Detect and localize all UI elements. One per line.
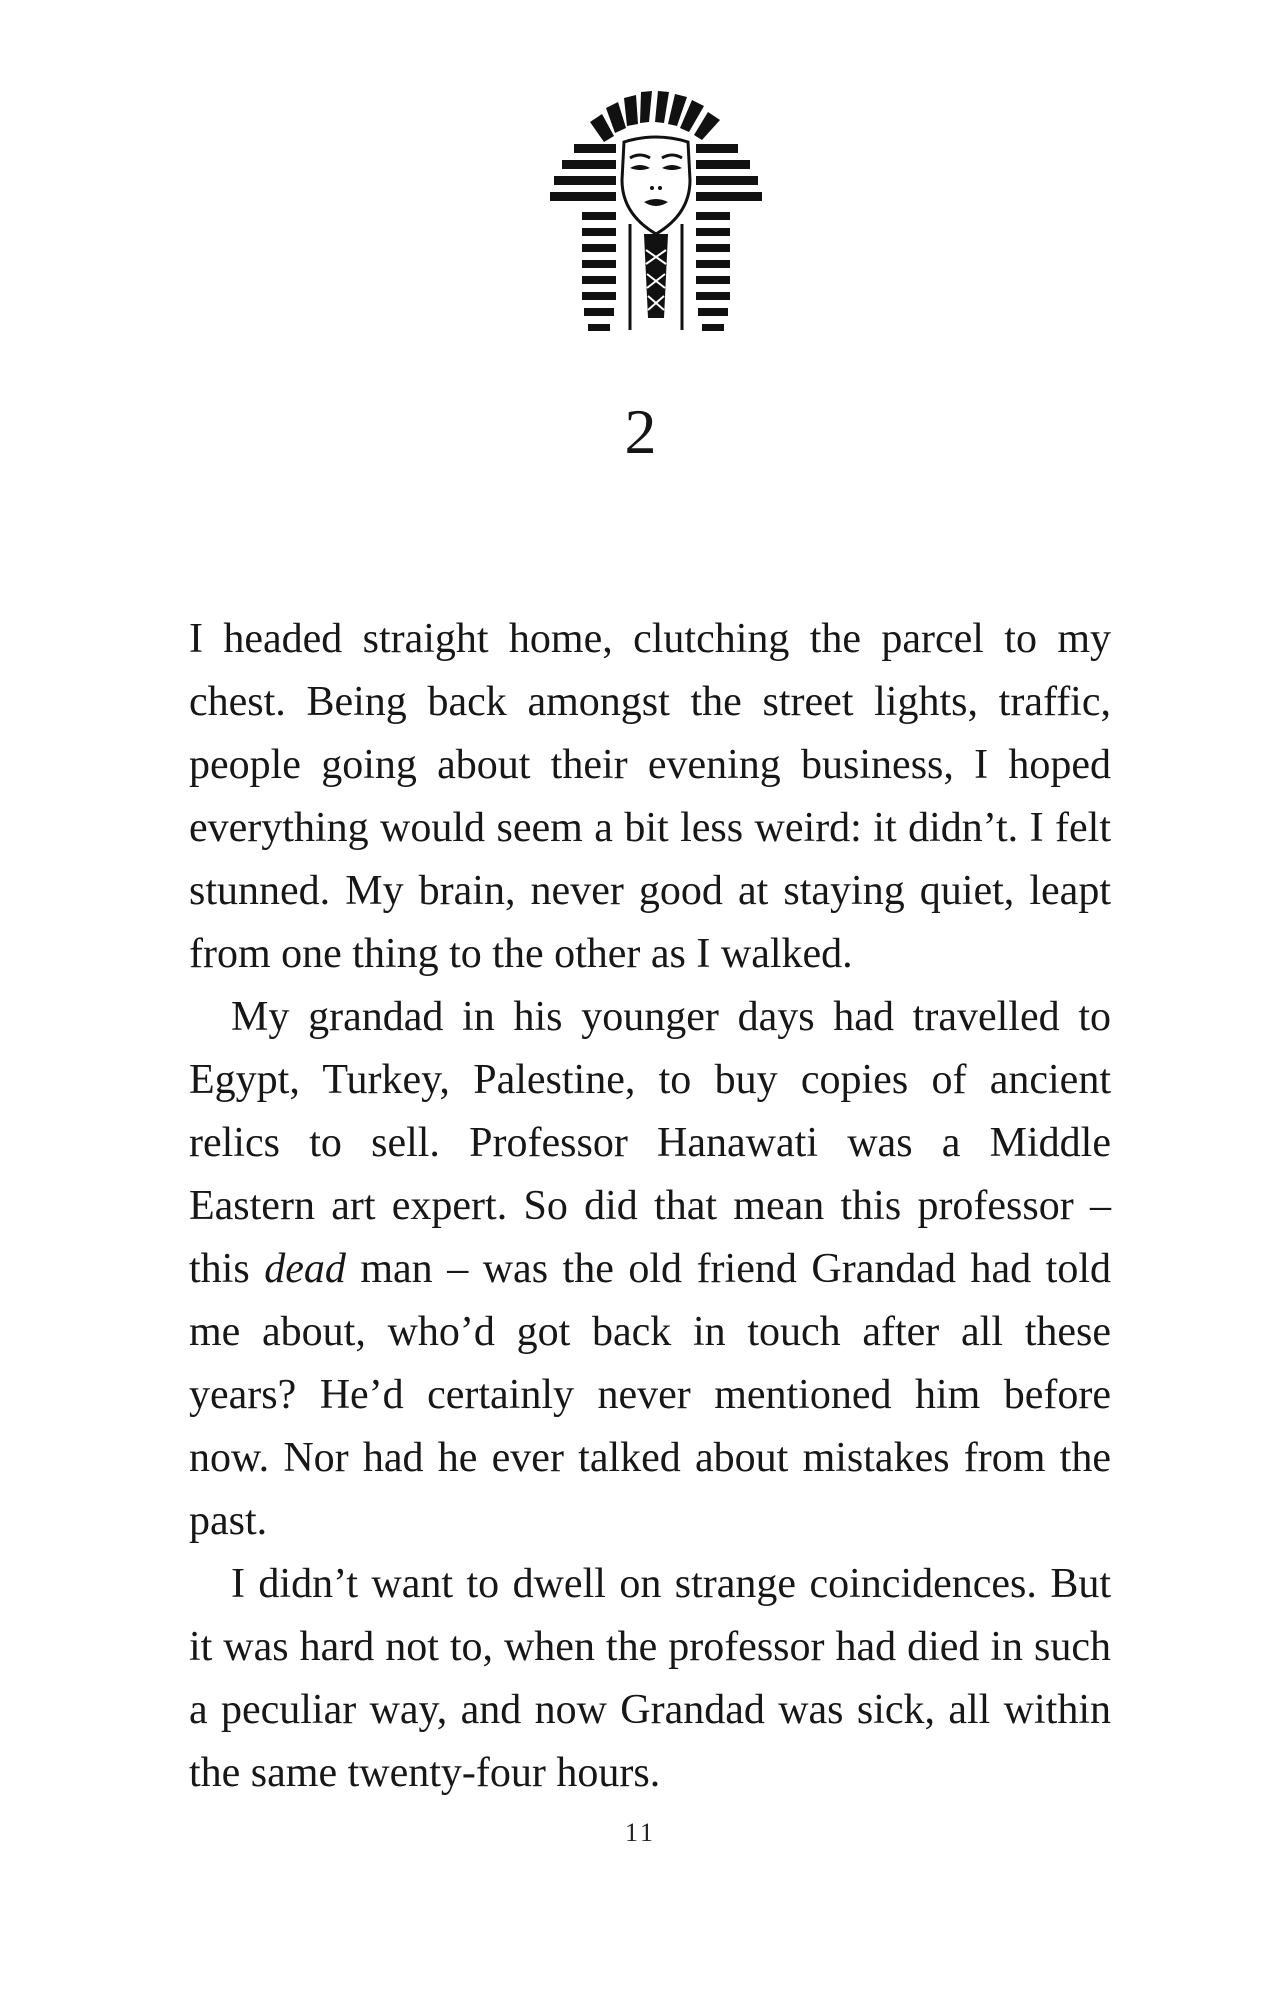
page-number: 11 — [624, 1818, 657, 1847]
paragraph-2-text-a: My grandad in his younger days had travelled to Egypt, Turkey, Palestine, to buy copies of ancient relics to sell. Professor Hanawati was a Middle Eastern art expert. So did that mean this professor – this — [189, 994, 1111, 1292]
chapter-number: 2 — [624, 396, 657, 467]
paragraph-1: I headed straight home, clutching the parcel to my chest. Being back amongst the street lights, traffic, people going about their evening business, I hoped everything would seem a bit less weird: it didn’t. I felt stunned. My brain, never good at staying quiet, leapt from one thing to the other as I walked. — [189, 616, 1111, 977]
chapter-body — [189, 608, 1111, 1805]
emphasis-dead: dead — [264, 1246, 346, 1292]
paragraph-3: I didn’t want to dwell on strange coincidences. But it was hard not to, when the professor had died in such a peculiar way, and now Grandad was sick, all within the same twenty-four hours. — [189, 1561, 1111, 1796]
paragraph-2 — [189, 986, 1111, 1553]
paragraph-2-text-b: man – was the old friend Grandad had told me about, who’d got back in touch after all these years? He’d certainly never mentioned him before now. Nor had he ever talked about mistakes from the past. — [189, 1246, 1111, 1544]
pharaoh-mask-icon — [544, 84, 768, 344]
